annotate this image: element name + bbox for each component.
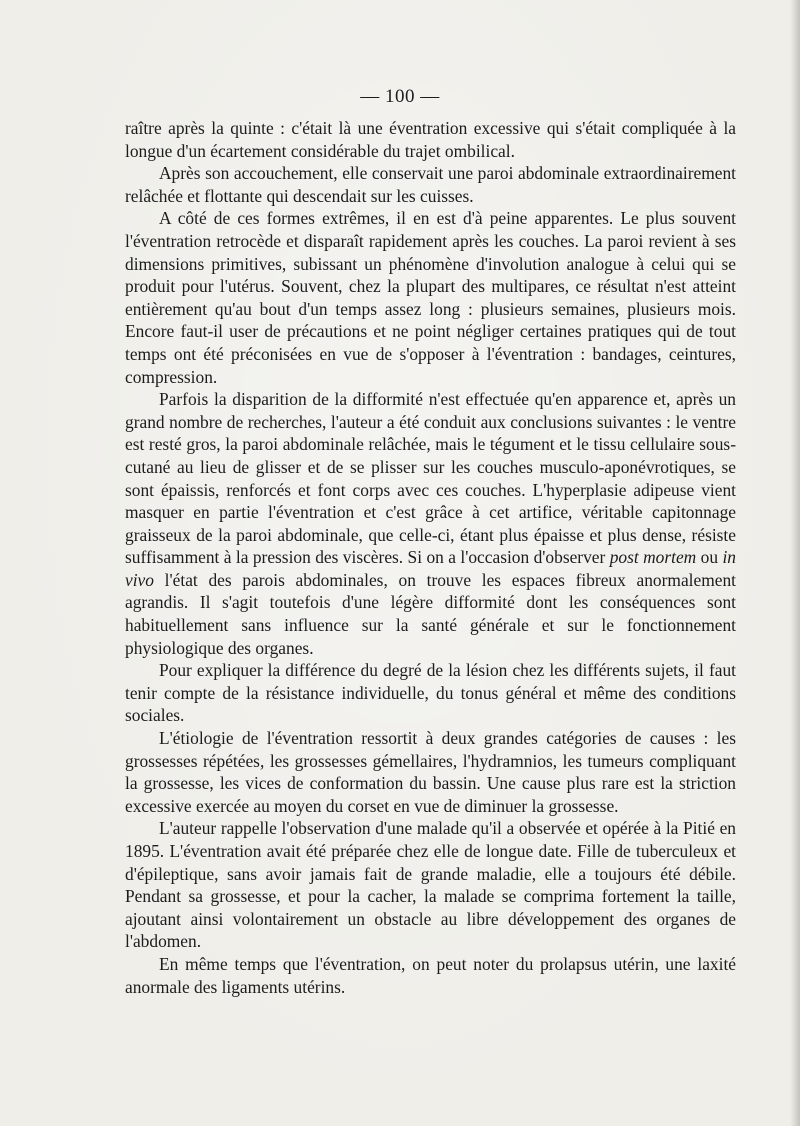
page-edge-shadow — [790, 0, 800, 1126]
paragraph-4-text-before: Parfois la disparition de la difformité n'est effectuée qu'en apparence et, après un grand nombre de recherches, l'auteur a été conduit aux conclusions suivantes : le ventre est resté gros, la paroi abdominale relâchée, mais le tégument et le tissu cellulaire sous-cutané au lieu de glisser et de se plisser sur les couches musculo-aponévrotiques, se sont épaissis, renforcés et font corps avec ces couches. L'hyperplasie adipeuse vient masquer en partie l'éventration et c'est grâce à cet artifice, véritable capitonnage graisseux de la paroi abdominale, que celle-ci, étant plus épaisse et plus dense, résiste suffisamment à la pression des viscères. Si on a l'occasion d'observer — [125, 389, 736, 568]
paragraph-4-emphasis-in-vivo: in vivo — [125, 547, 736, 590]
page-number: — 100 — — [360, 86, 440, 107]
body-text — [125, 117, 736, 998]
paragraph-4-text-middle: ou — [696, 547, 723, 568]
paragraph-3: A côté de ces formes extrêmes, il en est d'à peine apparentes. Le plus souvent l'éventration retrocède et disparaît rapidement après les couches. La paroi revient à ses dimensions primitives, subissant un phénomène d'involution analogue à celui qui se produit pour l'utérus. Souvent, chez la plupart des multipares, ce résultat n'est atteint entièrement qu'au bout d'un temps assez long : plusieurs semaines, plusieurs mois. Encore faut-il user de précautions et ne point négliger certaines pratiques qui de tout temps ont été préconisées en vue de s'opposer à l'éventration : bandages, ceintures, compression. — [125, 208, 736, 387]
paragraph-4-text-after: l'état des parois abdominales, on trouve les espaces fibreux anormalement agrandis. Il s'agit toutefois d'une légère difformité dont les conséquences sont habituellement sans influence sur la santé générale et sur le fonctionnement physiologique des organes. — [125, 569, 736, 658]
paragraph-4 — [125, 388, 736, 659]
paragraph-4-emphasis-post-mortem: post mortem — [609, 547, 697, 568]
paragraph-5: Pour expliquer la différence du degré de la lésion chez les différents sujets, il faut tenir compte de la résistance individuelle, du tonus général et même des conditions sociales. — [125, 660, 736, 726]
paragraph-8: En même temps que l'éventration, on peut noter du prolapsus utérin, une laxité anormale des ligaments utérins. — [125, 953, 736, 997]
paragraph-1: raître après la quinte : c'était là une éventration excessive qui s'était compliquée à la longue d'un écartement considérable du trajet ombilical. — [125, 118, 736, 161]
paragraph-6: L'étiologie de l'éventration ressortit à deux grandes catégories de causes : les grossesses répétées, les grossesses gémellaires, l'hydramnios, les tumeurs compliquant la grossesse, les vices de conformation du bassin. Une cause plus rare est la striction excessive exercée au moyen du corset en vue de diminuer la grossesse. — [125, 728, 736, 816]
paragraph-2: Après son accouchement, elle conservait une paroi abdominale extraordinairement relâchée et flottante qui descendait sur les cuisses. — [125, 163, 736, 206]
paragraph-7: L'auteur rappelle l'observation d'une malade qu'il a observée et opérée à la Pitié en 1895. L'éventration avait été préparée chez elle de longue date. Fille de tuberculeux et d'épileptique, sans avoir jamais fait de grande maladie, elle a toujours été débile. Pendant sa grossesse, et pour la cacher, la malade se comprima fortement la taille, ajoutant ainsi volontairement un obstacle au libre développement des organes de l'abdomen. — [125, 818, 736, 952]
